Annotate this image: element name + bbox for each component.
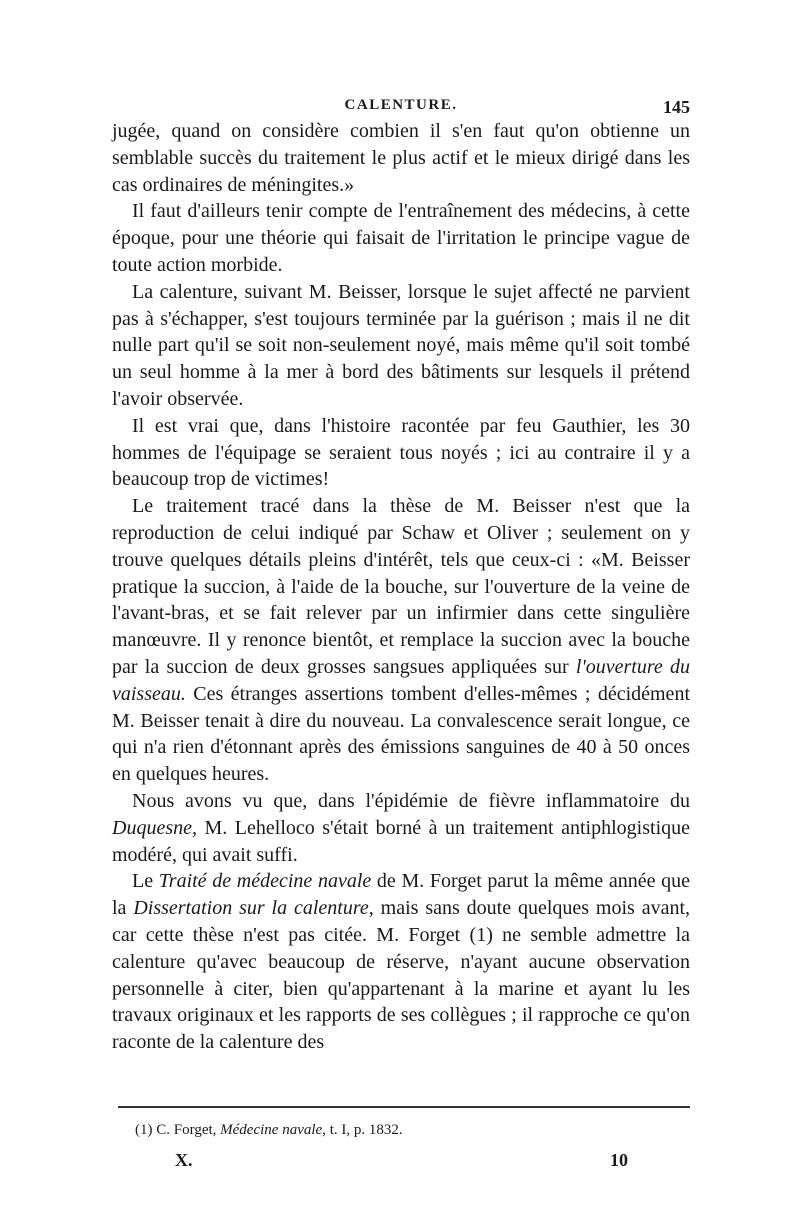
sheet-number: 10 <box>610 1150 628 1170</box>
signature-mark: X. <box>175 1150 193 1170</box>
paragraph-text: Le <box>132 870 159 893</box>
italic-text: Dissertation sur la calenture, <box>133 897 374 920</box>
italic-text: l'ouverture du vaisseau. <box>112 655 690 705</box>
paragraph-text: mais sans doute quelques mois avant, car cette thèse n'est pas citée. M. Forget (1) ne semble admettre la calenture qu'avec beaucoup de réserve, n'ayant aucune observation personnelle à citer, bien qu'appartenant à la marine et ayant lu les travaux originaux et les rapports de ses collègues ; il rapproche ce qu'on raconte de la calenture des <box>112 897 691 1054</box>
body-text <box>112 118 690 1056</box>
paragraph <box>112 413 690 493</box>
footnote <box>135 1122 690 1139</box>
paragraph-text: Ces étranges assertions tombent d'elles-mêmes ; décidément M. Beisser tenait à dire du nouveau. La convalescence serait longue, ce qui n'a rien d'étonnant après des émissions sanguines de 40 à 50 onces en quelques heures. <box>112 682 690 786</box>
running-title: CALENTURE. <box>344 97 458 113</box>
paragraph-text: Il est vrai que, dans l'histoire racontée par feu Gauthier, les 30 hommes de l'équipage se seraient tous noyés ; ici au contraire il y a beaucoup trop de victimes! <box>112 414 690 491</box>
paragraph <box>112 279 690 413</box>
paragraph-text: Le traitement tracé dans la thèse de M. Beisser n'est que la reproduction de celui indiqué par Schaw et Oliver ; seulement on y trouve quelques détails pleins d'intérêt, tels que ceux-ci : «M. Beisser pratique la succion, à l'aide de la bouche, sur l'ouverture de la veine de l'avant-bras, et se fait relever par un infirmier dans cette singulière manœuvre. Il y renonce bientôt, et remplace la succion avec la bouche par la succion de deux grosses sangsues appliquées sur <box>112 495 690 678</box>
paragraph-text: Nous avons vu que, dans l'épidémie de fièvre inflammatoire du <box>132 789 690 812</box>
italic-text: Traité de médecine navale <box>158 870 372 893</box>
page-number: 145 <box>663 97 690 117</box>
paragraph <box>112 118 690 198</box>
paragraph <box>112 788 690 868</box>
footnote-rule <box>118 1106 690 1108</box>
footnote-marker: (1) <box>135 1122 153 1138</box>
paragraph-text: jugée, quand on considère combien il s'en faut qu'on obtienne un semblable succès du traitement le plus actif et le mieux dirigé dans les cas ordinaires de méningites.» <box>112 120 690 196</box>
paragraph-text: de M. Forget parut la même année que la <box>112 870 690 920</box>
footnote-title: Médecine navale, <box>220 1122 326 1138</box>
paragraph-text: Il faut d'ailleurs tenir compte de l'entraînement des médecins, à cette époque, pour une théorie qui faisait de l'irritation le principe vague de toute action morbide. <box>112 200 690 276</box>
paragraph <box>112 493 690 788</box>
paragraph <box>112 868 690 1056</box>
italic-text: Duquesne, <box>112 816 197 839</box>
footnote-author: C. Forget, <box>156 1122 217 1138</box>
paragraph <box>112 198 690 278</box>
footnote-reference: t. I, p. 1832. <box>329 1122 403 1138</box>
paragraph-text: La calenture, suivant M. Beisser, lorsque le sujet affecté ne parvient pas à s'échapper, s'est toujours terminée par la guérison ; mais il ne dit nulle part qu'il se soit non-seulement noyé, mais même qu'il soit tombé un seul homme à la mer à bord des bâtiments sur lesquels il prétend l'avoir observée. <box>112 280 690 410</box>
paragraph-text: M. Lehelloco s'était borné à un traitement antiphlogistique modéré, qui avait suffi. <box>112 816 690 866</box>
